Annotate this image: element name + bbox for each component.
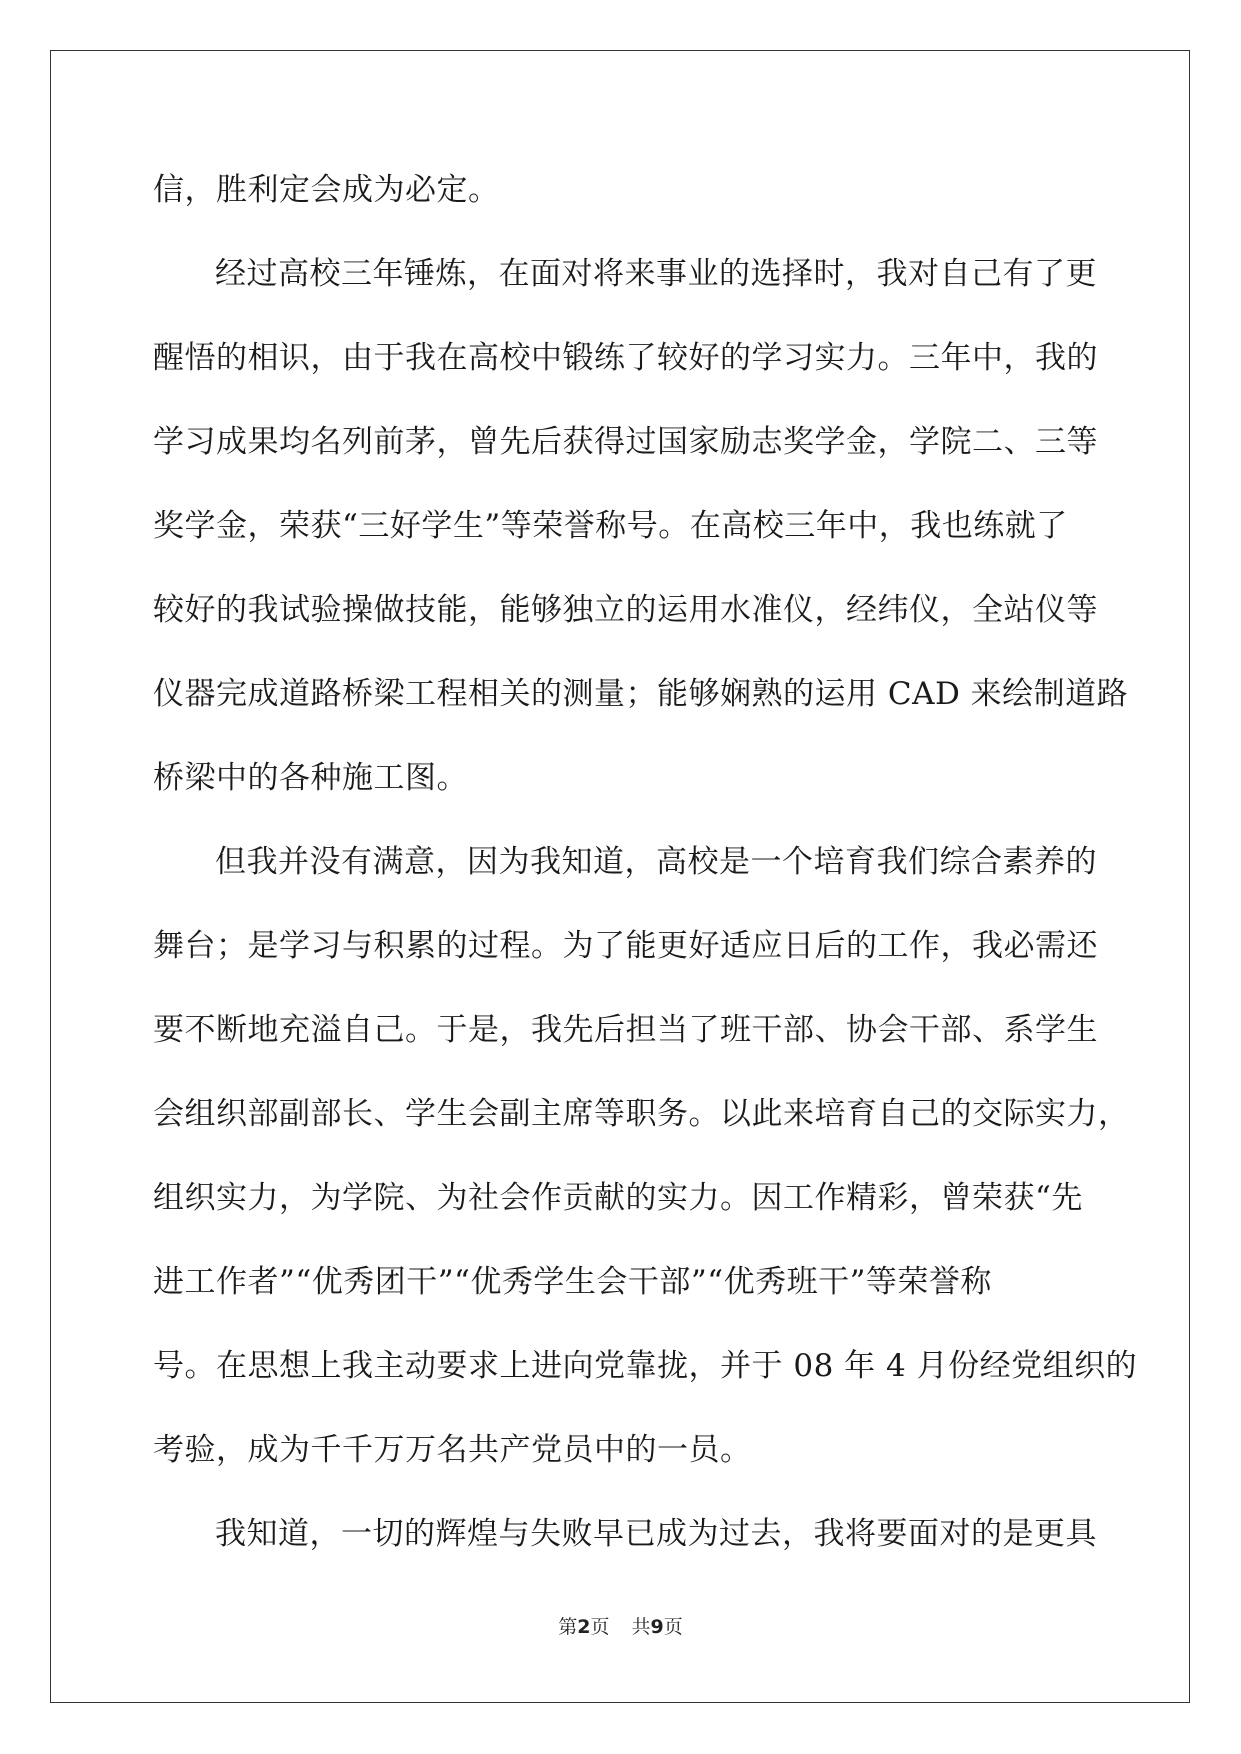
text-line: 舞台；是学习与积累的过程。为了能更好适应日后的工作，我必需还: [153, 928, 1098, 964]
page-suffix: 页: [590, 1616, 610, 1638]
total-prefix: 共: [631, 1616, 651, 1638]
document-body: [153, 162, 1138, 1590]
total-suffix: 页: [663, 1616, 683, 1638]
paragraph-start-line: 但我并没有满意，因为我知道，高校是一个培育我们综合素养的: [215, 844, 1097, 880]
page-footer: [0, 1612, 1241, 1639]
text-line: 学习成果均名列前茅，曾先后获得过国家励志奖学金，学院二、三等: [153, 424, 1098, 460]
current-page-number: 2: [577, 1616, 591, 1638]
page-prefix: 第: [558, 1616, 578, 1638]
text-line: 信，胜利定会成为必定。: [153, 172, 500, 208]
text-line: 奖学金，荣获“三好学生”等荣誉称号。在高校三年中，我也练就了: [153, 508, 1068, 544]
text-line: 仪器完成道路桥梁工程相关的测量；能够娴熟的运用 CAD 来绘制道路: [153, 676, 1129, 712]
text-line: 考验，成为千千万万名共产党员中的一员。: [153, 1432, 752, 1468]
total-page-number: 9: [650, 1616, 664, 1638]
text-line: 较好的我试验操做技能，能够独立的运用水准仪，经纬仪，全站仪等: [153, 592, 1098, 628]
text-line: 进工作者”“优秀团干”“优秀学生会干部”“优秀班干”等荣誉称: [153, 1264, 992, 1300]
text-line: 会组织部副部长、学生会副主席等职务。以此来培育自己的交际实力，: [153, 1096, 1130, 1132]
text-line: 桥梁中的各种施工图。: [153, 760, 468, 796]
text-line: 号。在思想上我主动要求上进向党靠拢，并于 08 年 4 月份经党组织的: [153, 1348, 1138, 1384]
paragraph-start-line: 经过高校三年锤炼，在面对将来事业的选择时，我对自己有了更: [215, 256, 1097, 292]
text-line: 醒悟的相识，由于我在高校中锻练了较好的学习实力。三年中，我的: [153, 340, 1098, 376]
paragraph-start-line: 我知道，一切的辉煌与失败早已成为过去，我将要面对的是更具: [215, 1516, 1097, 1552]
text-line: 组织实力，为学院、为社会作贡献的实力。因工作精彩，曾荣获“先: [153, 1180, 1083, 1216]
text-line: 要不断地充溢自己。于是，我先后担当了班干部、协会干部、系学生: [153, 1012, 1098, 1048]
